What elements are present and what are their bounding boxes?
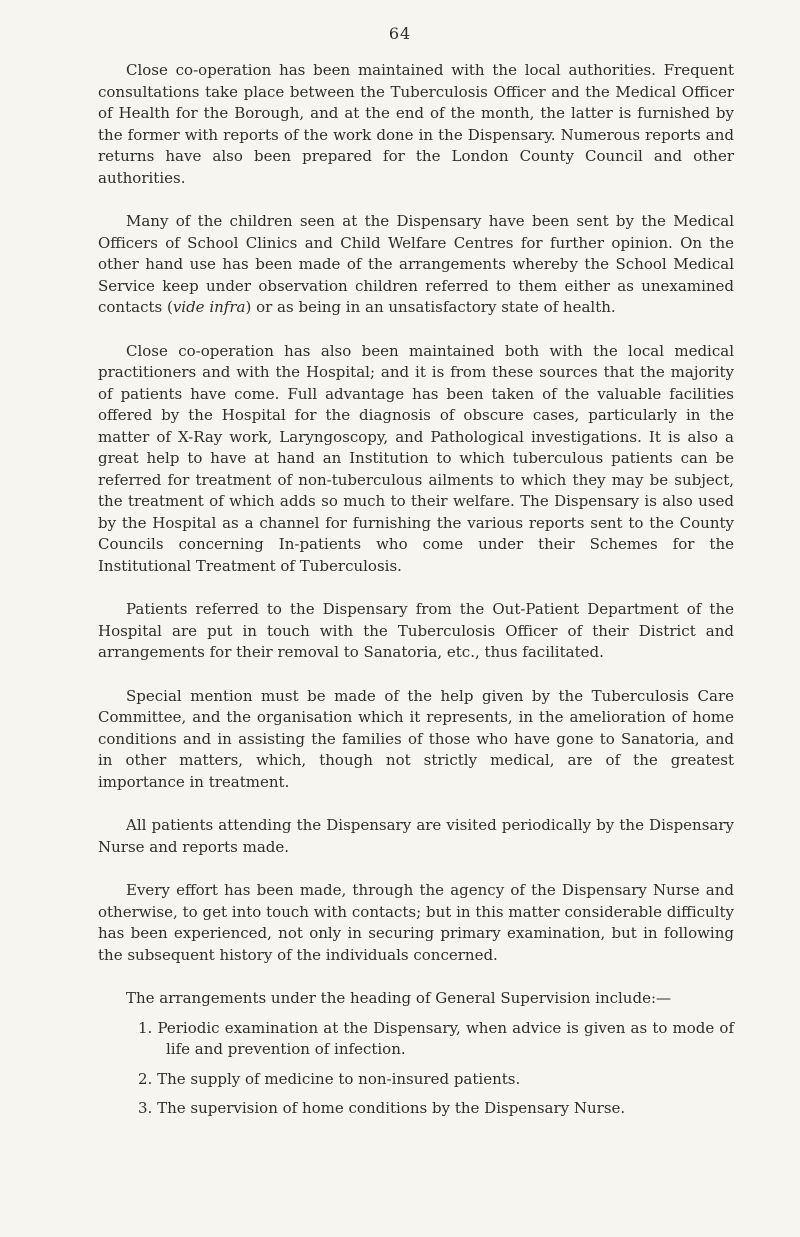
general-supervision-list <box>98 1018 734 1120</box>
paragraph-out-patients: Patients referred to the Dispensary from the Out-Patient Department of the Hospital are put in touch with the Tuberculosis Officer of their District and arrangements for their removal to Sanatoria, etc., thus facilitated. <box>98 600 734 661</box>
list-item: 1. Periodic examination at the Dispensary, when advice is given as to mode of life and prevention of infection. <box>138 1018 734 1058</box>
page-number: 64 <box>388 24 412 43</box>
paragraph-children-italic: vide infra <box>172 298 246 316</box>
paragraph-hospital: Close co-operation has also been maintained both with the local medical practitioners and with the Hospital; and it is from these sources that the majority of patients have come. Full advantage has been taken of the valuable facilities offered by the Hospital for the diagnosis of obscure cases, particularly in the matter of X-Ray work, Laryngoscopy, and Pathological investigations. It is also a great help to have at hand an Institution to which tuberculous patients can be referred for treatment of non-tuberculous ailments to which they may be subject, the treatment of which adds so much to their welfare. The Dispensary is also used by the Hospital as a channel for furnishing the various reports sent to the County Councils concerning In-patients who come under their Schemes for the Institutional Treatment of Tuberculosis. <box>98 341 734 575</box>
paragraph-children-text-1: Many of the children seen at the Dispensary have been sent by the Medical Officers of School Clinics and Child Welfare Centres for further opinion. On the other hand use has been made of the arrangements whereby the School Medical Service keep under observation children referred to them either as unexamined contacts ( <box>98 212 734 316</box>
paragraph-contacts: Every effort has been made, through the agency of the Dispensary Nurse and otherwise, to get into touch with contacts; but in this matter considerable difficulty has been experienced, not only in securing primary examination, but in following the subsequent history of the individuals concerned. <box>98 881 734 964</box>
paragraph-care-committee: Special mention must be made of the help given by the Tuberculosis Care Committee, and the organisation which it represents, in the amelioration of home conditions and in assisting the families of those who have gone to Sanatoria, and in other matters, which, though not strictly medical, are of the greatest importance in treatment. <box>98 686 734 791</box>
general-supervision-intro: The arrangements under the heading of General Supervision include:— <box>126 989 672 1007</box>
list-item: 3. The supervision of home conditions by the Dispensary Nurse. <box>138 1099 626 1117</box>
paragraph-children <box>98 211 734 319</box>
paragraph-children-text-2: ) or as being in an unsatisfactory state of health. <box>245 298 616 316</box>
paragraph-local-authorities: Close co-operation has been maintained with the local authorities. Frequent consultations take place between the Tuberculosis Officer and the Medical Officer of Health for the Borough, and at the end of the month, the latter is furnished by the former with reports of the work done in the Dispensary. Numerous reports and returns have also been prepared for the London County Council and other authorities. <box>98 61 734 187</box>
paragraph-nurse-visits: All patients attending the Dispensary are visited periodically by the Dispensary Nurse and reports made. <box>98 816 734 856</box>
list-item: 2. The supply of medicine to non-insured patients. <box>138 1069 521 1088</box>
body-text <box>98 60 734 1128</box>
